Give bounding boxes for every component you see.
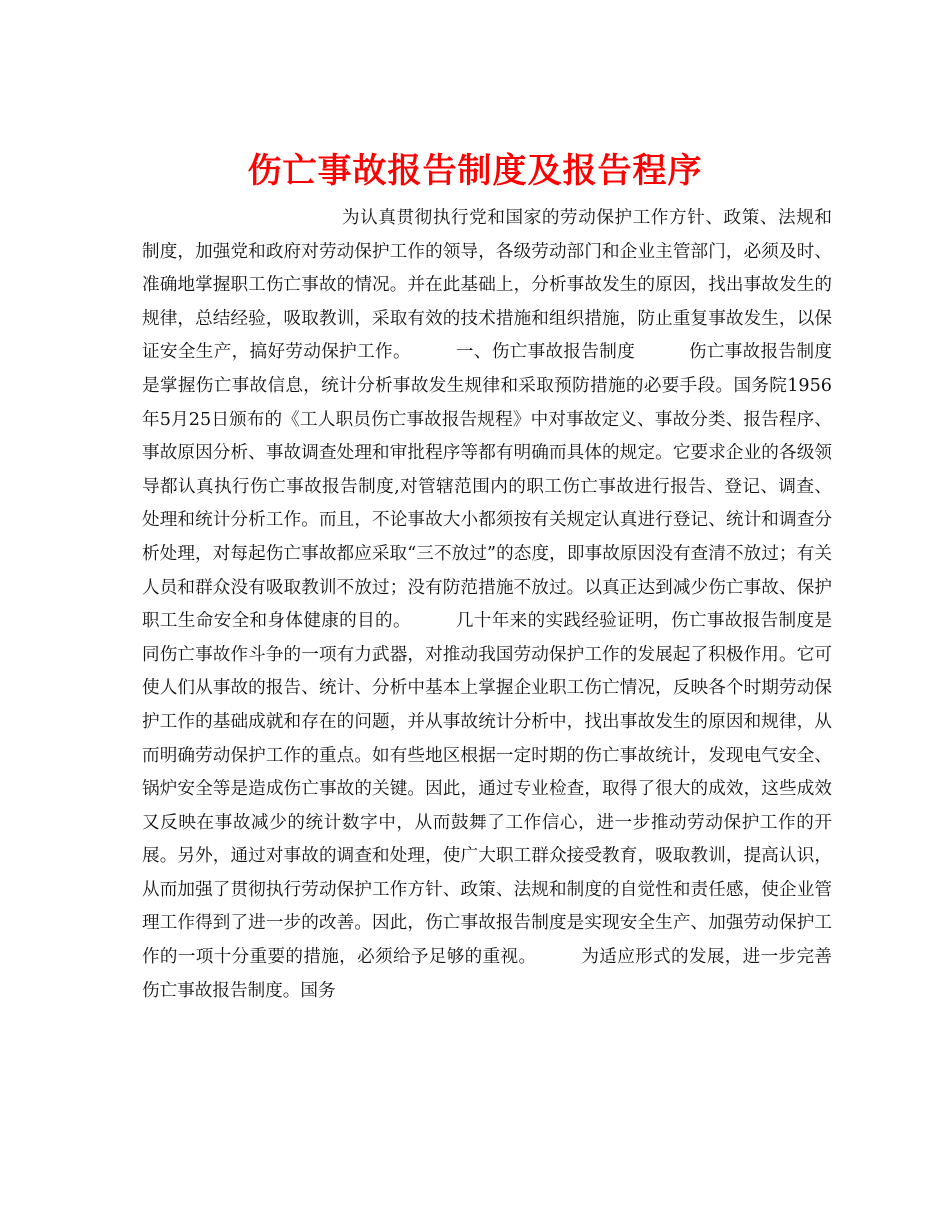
- document-body-paragraph: 为认真贯彻执行党和国家的劳动保护工作方针、政策、法规和制度，加强党和政府对劳动保护工作的领导，各级劳动部门和企业主管部门，必须及时、准确地掌握职工伤亡事故的情况。并在此基础上，分析事故发生的原因，找出事故发生的规律，总结经验，吸取教训，采取有效的技术措施和组织措施，防止重复事故发生，以保证安全生产，搞好劳动保护工作。 一、伤亡事故报告制度 伤亡事故报告制度是掌握伤亡事故信息，统计分析事故发生规律和采取预防措施的必要手段。国务院1956年5月25日颁布的《工人职员伤亡事故报告规程》中对事故定义、事故分类、报告程序、事故原因分析、事故调查处理和审批程序等都有明确而具体的规定。它要求企业的各级领导都认真执行伤亡事故报告制度,对管辖范围内的职工伤亡事故进行报告、登记、调查、处理和统计分析工作。而且，不论事故大小都须按有关规定认真进行登记、统计和调查分析处理，对每起伤亡事故都应采取“三不放过”的态度，即事故原因没有查清不放过；有关人员和群众没有吸取教训不放过；没有防范措施不放过。以真正达到减少伤亡事故、保护职工生命安全和身体健康的目的。 几十年来的实践经验证明，伤亡事故报告制度是同伤亡事故作斗争的一项有力武器，对推动我国劳动保护工作的发展起了积极作用。它可使人们从事故的报告、统计、分析中基本上掌握企业职工伤亡情况，反映各个时期劳动保护工作的基础成就和存在的问题，并从事故统计分析中，找出事故发生的原因和规律，从而明确劳动保护工作的重点。如有些地区根据一定时期的伤亡事故统计，发现电气安全、锅炉安全等是造成伤亡事故的关键。因此，通过专业检查，取得了很大的成效，这些成效又反映在事故减少的统计数字中，从而鼓舞了工作信心，进一步推动劳动保护工作的开展。另外，通过对事故的调查和处理，使广大职工群众接受教育，吸取教训，提高认识，从而加强了贯彻执行劳动保护工作方针、政策、法规和制度的自觉性和责任感，使企业管理工作得到了进一步的改善。因此，伤亡事故报告制度是实现安全生产、加强劳动保护工作的一项十分重要的措施，必须给予足够的重视。 为适应形式的发展，进一步完善伤亡事故报告制度。国务: [142, 208, 832, 1001]
- document-title: 伤亡事故报告制度及报告程序: [247, 150, 703, 191]
